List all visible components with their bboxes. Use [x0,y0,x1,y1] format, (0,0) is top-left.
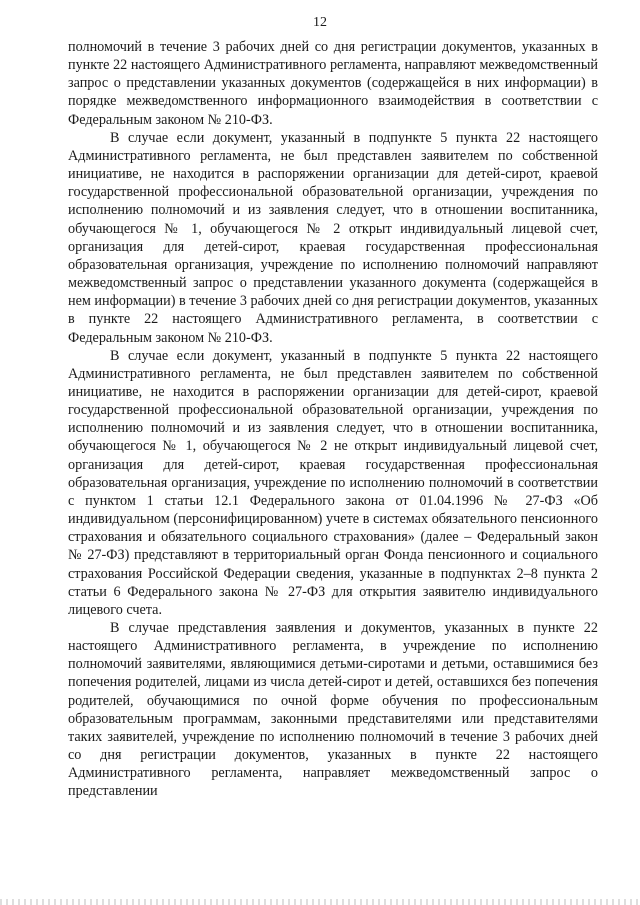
paragraph: В случае представления заявления и документов, указанных в пункте 22 настоящего Административного регламента, в учреждение по исполнению полномочий заявителями, являющимися детьми-сиротами и детьми, оставшимися без попечения родителей, лицами из числа детей-сирот и детей, оставшихся без попечения родителей, обучающимися по очной форме обучения по профессиональным образовательным программам, законными представителями или представителями таких заявителей, учреждение по исполнению полномочий в течение 3 рабочих дней со дня регистрации документов, указанных в пункте 22 настоящего Административного регламента, направляет межведомственный запрос о представлении [68,620,598,800]
document-body [68,38,598,801]
page-number: 12 [313,15,327,30]
paragraph-continuation: полномочий в течение 3 рабочих дней со дня регистрации документов, указанных в пункте 22 настоящего Административного регламента, направляют межведомственный запрос о представлении указанных документов (содержащейся в них информации) в порядке межведомственного информационного взаимодействия в соответствии с Федеральным законом № 210-ФЗ. [68,39,598,128]
paragraph: В случае если документ, указанный в подпункте 5 пункта 22 настоящего Административного регламента, не был представлен заявителем по собственной инициативе, не находится в распоряжении организации для детей-сирот, краевой государственной профессиональной образовательной организации, учреждения по исполнению полномочий и из заявления следует, что в отношении воспитанника, обучающегося № 1, обучающегося № 2 не открыт индивидуальный лицевой счет, организация для детей-сирот, краевая государственная профессиональная образовательная организация, учреждение по исполнению полномочий в соответствии с пунктом 1 статьи 12.1 Федерального закона от 01.04.1996 № 27-ФЗ «Об индивидуальном (персонифицированном) учете в системах обязательного пенсионного страхования и обязательного социального страхования» (далее – Федеральный закон № 27-ФЗ) представляют в территориальный орган Фонда пенсионного и социального страхования Российской Федерации сведения, указанные в подпунктах 2–8 пункта 2 статьи 6 Федерального закона № 27-ФЗ для открытия заявителю индивидуального лицевого счета. [68,347,598,618]
scan-edge-artifact [0,899,640,905]
paragraph: В случае если документ, указанный в подпункте 5 пункта 22 настоящего Административного регламента, не был представлен заявителем по собственной инициативе, не находится в распоряжении организации для детей-сирот, краевой государственной профессиональной образовательной организации, учреждения по исполнению полномочий и из заявления следует, что в отношении воспитанника, обучающегося № 1, обучающегося № 2 открыт индивидуальный лицевой счет, организация для детей-сирот, краевая государственная профессиональная образовательная организация, учреждение по исполнению полномочий направляют межведомственный запрос о представлении указанного документа (содержащейся в нем информации) в течение 3 рабочих дней со дня регистрации документов, указанных в пункте 22 настоящего Административного регламента, в соответствии с Федеральным законом № 210-ФЗ. [68,129,598,346]
